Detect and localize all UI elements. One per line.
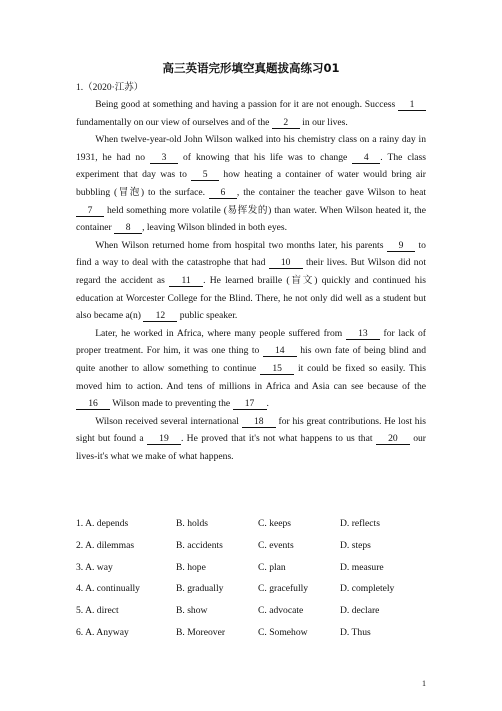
option-choice: C. keeps [258,518,292,530]
option-choice: B. hope [176,561,206,573]
passage-text: Wilson received several international [95,415,242,427]
option-choice: B. holds [176,518,208,530]
option-choice: 6. A. Anyway [76,626,129,638]
passage-text: . [266,398,269,410]
option-row [76,600,426,622]
option-choice: B. gradually [176,583,224,595]
passage-text: for lack of proper treatment. For him, it was one thing to [76,327,426,357]
option-choice: D. steps [340,540,371,552]
option-choice: 1. A. depends [76,518,129,530]
passage-text: of knowing that his life was to change [178,151,353,163]
option-choice: C. gracefully [258,583,309,595]
passage-text: Wilson made to preventing the [110,398,233,410]
option-choice: D. Thus [340,626,371,638]
blank-number: 6 [209,187,237,199]
option-choice: B. accidents [176,540,223,552]
passage-text: to find a way to deal with the catastrophe that had [76,239,426,269]
blank-number: 7 [76,205,104,217]
passage-text: Being good at something and having a passion for it are not enough. Success [95,99,398,110]
option-row [76,621,426,643]
option-choice: 4. A. continually [76,583,140,595]
option-choice: B. Moreover [176,626,226,638]
passage-text: When Wilson returned home from hospital two months later, his parents [95,239,387,251]
option-choice: C. events [258,540,294,552]
passage-paragraph [76,131,426,237]
passage-paragraph [76,96,426,131]
passage-text: held something more volatile (易挥发的) than water. When Wilson heated it, the container [76,204,426,234]
blank-number: 14 [263,345,297,357]
option-choice: B. show [176,605,208,617]
cloze-passage [76,96,426,465]
blank-number: 10 [269,257,303,269]
blank-number: 12 [143,310,177,322]
option-choice: D. measure [340,561,384,573]
blank-number: 8 [114,222,142,234]
blank-number: 9 [387,240,415,252]
option-choice: 5. A. direct [76,605,119,617]
blank-number: 11 [169,275,203,287]
blank-number: 4 [352,152,380,164]
passage-text: in our lives. [299,116,348,128]
option-row [76,556,426,578]
blank-number: 3 [150,152,178,164]
option-choice: 2. A. dilemmas [76,540,135,552]
passage-text: . He proved that it's not what happens to us that [180,433,376,445]
option-choice: D. declare [340,605,380,617]
passage-text: . The class experiment that day was to [76,151,427,181]
passage-text: public speaker. [177,310,238,322]
passage-text: , leaving Wilson blinded in both eyes. [142,222,288,234]
option-choice: C. Somehow [258,626,308,638]
blank-number: 13 [346,328,380,340]
passage-text: , the container the teacher gave Wilson to heat [236,186,426,198]
option-choice: 3. A. way [76,561,113,573]
blank-number: 18 [242,416,276,428]
option-row [76,535,426,557]
passage-text: Later, he worked in Africa, where many people suffered from [95,327,346,339]
answer-options [76,513,426,643]
passage-text: our lives-it's what we make of what happens. [76,433,426,462]
blank-number: 16 [76,398,110,410]
page-number: 1 [422,679,426,688]
option-choice: D. completely [340,583,395,595]
option-choice: D. reflects [340,518,380,530]
passage-text: fundamentally on our view of ourselves and of the [76,116,272,128]
blank-number: 19 [147,433,181,445]
blank-number: 20 [376,433,410,445]
blank-number: 1 [398,99,426,111]
blank-number: 17 [233,398,267,410]
passage-paragraph [76,237,426,325]
document-title: 高三英语完形填空真题拔高练习01 [162,61,340,75]
passage-text: their lives. But Wilson did not regard the accident as [76,257,426,286]
passage-text: it could be fixed so easily. This moved him to action. And tens of millions in Africa and Asia can see because of the [76,362,426,392]
option-choice: C. advocate [258,605,304,617]
option-row [76,513,426,535]
option-row [76,578,426,600]
passage-text: how heating a container of water would bring air bubbling (冒泡) to the surface. [76,169,426,198]
passage-text: his own fate of being blind and quite another to allow something to continue [76,345,427,374]
option-choice: C. plan [258,561,286,573]
blank-number: 5 [191,169,219,181]
passage-paragraph [76,413,426,466]
blank-number: 15 [260,363,294,375]
passage-text: When twelve-year-old John Wilson walked into his chemistry class on a rainy day in 1931, he had no [76,134,426,163]
question-source: 1.（2020·江苏） [76,83,144,93]
passage-paragraph [76,325,426,413]
passage-text: for his great contributions. He lost his sight but found a [76,415,426,445]
blank-number: 2 [272,117,300,129]
passage-text: . He learned braille (盲文) quickly and continued his education at Worcester College for the Blind. There, he not only did well as a student but also became a(n) [76,274,426,322]
